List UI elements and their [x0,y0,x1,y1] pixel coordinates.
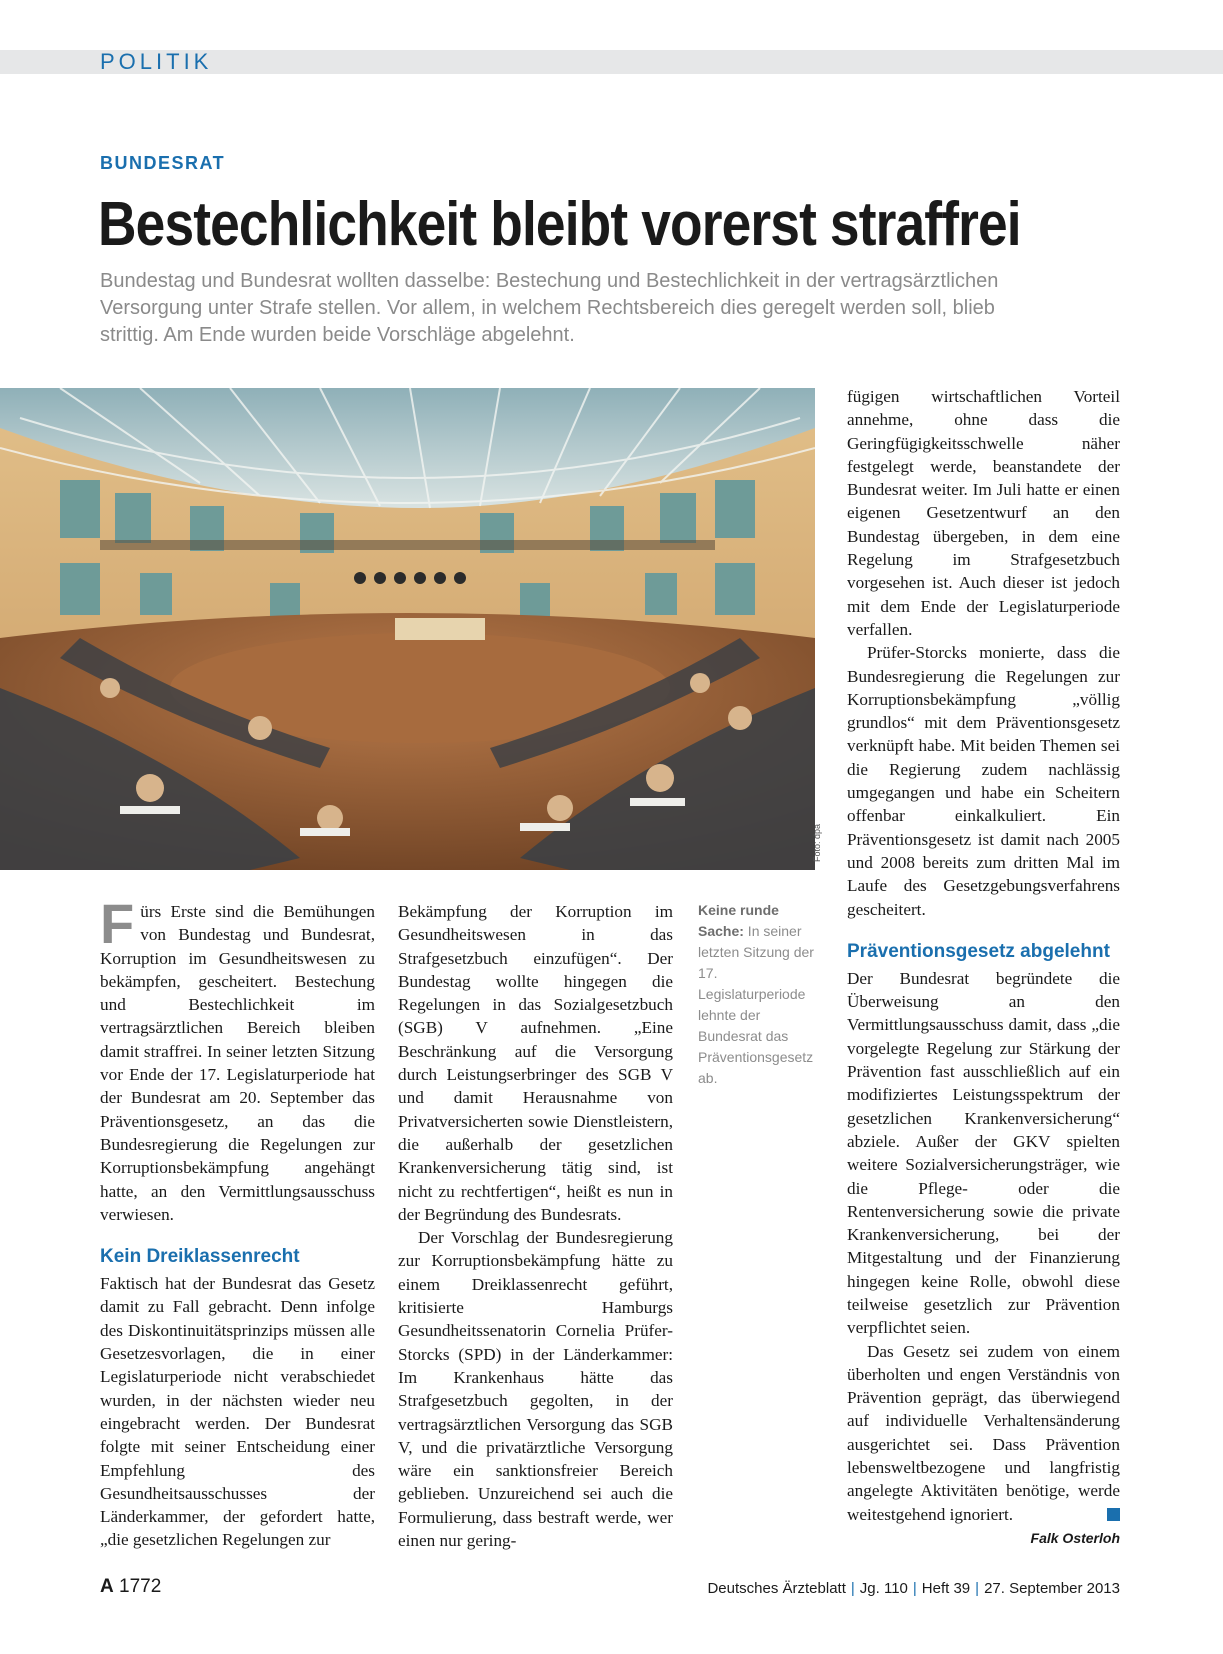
caption-title: Keine runde Sache: [698,902,779,939]
caption-text: In seiner letzten Sitzung der 17. Legislaturperiode lehnte der Bundesrat das Präventionsgesetz ab. [698,923,814,1086]
article-lead: Bundestag und Bundesrat wollten dasselbe: Bestechung und Bestechlichkeit in der vertragsärztlichen Versorgung unter Strafe stellen. Vor allem, in welchem Rechtsbereich dies geregelt werden soll, blieb strittig. Am Ende wurden beide Vorschläge abgelehnt. [100,270,999,346]
journal-name: Deutsches Ärzteblatt [707,1580,846,1597]
paragraph: Prüfer-Storcks monierte, dass die Bundesregierung die Regelungen zur Korruptionsbekämpfung „völlig grundlos“ mit dem Präventionsgesetz verknüpft habe. Mit beiden Themen sei die Regierung zudem nachlässig umgegangen und habe ein Scheitern offenbar einkalkuliert. Ein Präventionsgesetz ist damit nach 2005 und 2008 bereits zum dritten Mal im Laufe des Gesetzgebungsverfahrens gescheitert. [847,643,1120,919]
page-number [100,1576,161,1598]
plenary-hall-image [0,388,815,870]
page-prefix: A [100,1576,114,1597]
divider: | [912,1580,917,1597]
section-label: POLITIK [100,49,213,74]
paragraph: Der Vorschlag der Bundesregierung zur Korruptionsbekämpfung hätte zu einem Dreiklassenrecht geführt, kritisierte Hamburgs Gesundheitssenatorin Cornelia Prüfer-Storcks (SPD) in der Länderkammer: Im Krankenhaus hätte das Strafgesetzbuch gegolten, in der vertragsärztlichen Versorgung das SGB V, und die privatärztliche Versorgung wäre ein sanktionsfreier Bereich geblieben. Unzureichend sei auch die Formulierung, dass bestraft werde, wer einen nur gering- [398,1228,673,1551]
paragraph-text: Das Gesetz sei zudem von einem überholten und engen Verständnis von Prävention geprägt, das überwiegend auf individuelle Verhaltensänderung ausgerichtet sei. Dass Prävention lebensweltbezogene und langfristig angelegte Aktivitäten benötige, werde weitestgehend ignoriert. [847,1341,1120,1524]
journal-volume: Jg. 110 [859,1580,908,1597]
journal-footer [707,1580,1120,1597]
paragraph [847,1340,1120,1526]
paragraph: Faktisch hat der Bundesrat das Gesetz damit zu Fall gebracht. Denn infolge des Diskontinuitätsprinzips müssen alle Gesetzesvorlagen, die in einer Legislaturperiode nicht verabschiedet wurden, in der nächsten wieder neu eingebracht werden. Der Bundesrat folgte mit seiner Entscheidung einer Empfehlung des Gesundheitsausschusses der Länderkammer, der gefordert hatte, „die gesetzlichen Regelungen zur [100,1274,375,1550]
journal-issue: Heft 39 [921,1580,971,1597]
paragraph: Der Bundesrat begründete die Überweisung an den Vermittlungsausschuss damit, dass „die vorgelegte Regelung zur Stärkung der Prävention fast ausschließlich auf ein modifiziertes Leistungsspektrum der gesetzlichen Krankenversicherung“ abziele. Außer der GKV spielten weitere Sozialversicherungsträger, wie die Pflege- oder die Rentenversicherung sowie die private Krankenversicherung, bei der Mitgestaltung und der Finanzierung hingegen keine Rolle, obwohl diese teilweise gesetzlich zur Prävention verpflichtet seien. [847,968,1120,1338]
end-mark-icon [1107,1508,1120,1521]
page-number-value: 1772 [119,1576,162,1597]
paragraph: Bekämpfung der Korruption im Gesundheitswesen in das Strafgesetzbuch einzufügen“. Der Bundestag wollte hingegen die Regelungen in das Sozialgesetzbuch (SGB) V aufnehmen. „Eine Beschränkung auf die Versorgung durch Leistungserbringer des SGB V und damit Herausnahme von Privatversicherten sowie Dienstleistern, die außerhalb der gesetzlichen Krankenversicherung tätig sind, ist nicht zu rechtfertigen“, heißt es nun in der Begründung des Bundesrats. [398,902,673,1224]
article-column-2 [398,900,673,1552]
journal-date: 27. September 2013 [984,1580,1120,1597]
subheading-praeventionsgesetz: Präventionsgesetz abgelehnt [847,940,1110,962]
paragraph-text: ürs Erste sind die Bemühungen von Bundestag und Bundesrat, Korruption im Gesundheitswesen zu bekämpfen, gescheitert. Bestechung und Bestechlichkeit im vertragsärztlichen Bereich bleiben damit straffrei. In seiner letzten Sitzung vor Ende der 17. Legislaturperiode hat der Bundesrat am 20. September das Präventionsgesetz, an das die Bundesregierung die Regelungen zur Korruptionsbekämpfung angehängt hatte, an den Vermittlungsausschuss verwiesen. [100,902,375,1224]
author-byline: Falk Osterloh [1030,1530,1120,1546]
article-column-3 [847,385,1120,1526]
article-kicker: BUNDESRAT [100,153,226,173]
photo-caption [698,900,820,1089]
photo-credit: Foto: dpa [812,823,822,862]
plenary-hall-photo [0,388,815,870]
paragraph: fügigen wirtschaftlichen Vorteil annehme, ohne dass die Geringfügigkeitsschwelle näher festgelegt werde, beanstandete der Bundesrat weiter. Im Juli hatte er einen eigenen Gesetzentwurf an den Bundestag übergeben, in dem eine Regelung im Strafgesetzbuch vorgesehen ist. Auch dieser ist jedoch mit dem Ende der Legislaturperiode verfallen. [847,387,1120,639]
article-headline: Bestechlichkeit bleibt vorerst straffrei [98,190,1021,259]
divider: | [975,1580,980,1597]
dropcap: F [100,892,135,955]
paragraph [100,892,375,1226]
divider: | [850,1580,855,1597]
article-column-1 [100,892,375,1552]
subheading-dreiklassenrecht: Kein Dreiklassenrecht [100,1246,300,1268]
